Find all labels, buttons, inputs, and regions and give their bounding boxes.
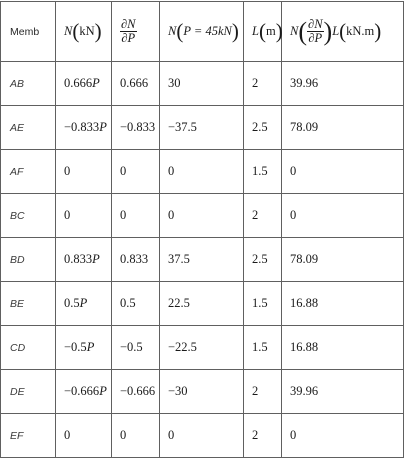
product-cell: 0 xyxy=(282,150,404,194)
length-cell: 1.5 xyxy=(244,326,282,370)
table-row xyxy=(1,150,404,194)
p-symbol: P xyxy=(99,120,107,134)
header-l-symbol: L xyxy=(252,24,259,38)
product-cell: 39.96 xyxy=(282,62,404,106)
dndp-cell: 0.5 xyxy=(112,282,160,326)
memb-cell: BC xyxy=(1,194,56,238)
memb-cell: AF xyxy=(1,150,56,194)
header-memb: Memb xyxy=(1,2,56,62)
memb-cell: AE xyxy=(1,106,56,150)
product-cell: 78.09 xyxy=(282,106,404,150)
table-row xyxy=(1,326,404,370)
n-cell: 0 xyxy=(56,194,112,238)
header-prod-unit: kN.m xyxy=(346,24,375,38)
table-row xyxy=(1,106,404,150)
memb-cell: CD xyxy=(1,326,56,370)
dndp-cell: −0.833 xyxy=(112,106,160,150)
dndp-cell: 0 xyxy=(112,194,160,238)
n-at-p-cell: −22.5 xyxy=(160,326,244,370)
product-cell: 16.88 xyxy=(282,326,404,370)
n-cell: 0 xyxy=(56,150,112,194)
n-cell: 0.5P xyxy=(56,282,112,326)
n-cell: 0 xyxy=(56,414,112,458)
member-force-table xyxy=(0,1,404,458)
n-at-p-cell: 0 xyxy=(160,414,244,458)
product-cell: 0 xyxy=(282,194,404,238)
table-row xyxy=(1,370,404,414)
length-cell: 2 xyxy=(244,414,282,458)
memb-cell: DE xyxy=(1,370,56,414)
table-row xyxy=(1,282,404,326)
n-at-p-cell: 30 xyxy=(160,62,244,106)
n-at-p-cell: 37.5 xyxy=(160,238,244,282)
header-n-unit: kN xyxy=(79,24,95,38)
p-symbol: P xyxy=(99,384,107,398)
header-n: N ( kN ) xyxy=(56,2,112,62)
length-cell: 2.5 xyxy=(244,106,282,150)
product-cell: 39.96 xyxy=(282,370,404,414)
memb-cell: AB xyxy=(1,62,56,106)
header-l-unit: m xyxy=(265,24,276,38)
memb-cell: EF xyxy=(1,414,56,458)
n-at-p-cell: 22.5 xyxy=(160,282,244,326)
n-at-p-cell: 0 xyxy=(160,194,244,238)
p-symbol: P xyxy=(92,252,100,266)
p-symbol: P xyxy=(86,340,95,354)
header-prod-l: L xyxy=(332,24,340,38)
length-cell: 2 xyxy=(244,370,282,414)
header-prod-dp: ∂P xyxy=(308,31,323,45)
header-np-symbol: N xyxy=(168,24,177,38)
n-cell: 0.666P xyxy=(56,62,112,106)
length-cell: 2 xyxy=(244,194,282,238)
product-cell: 0 xyxy=(282,414,404,458)
header-prod-dn: ∂N xyxy=(308,16,323,31)
length-cell: 2 xyxy=(244,62,282,106)
header-dn: ∂N xyxy=(121,16,136,31)
memb-cell: BE xyxy=(1,282,56,326)
n-cell: −0.5P xyxy=(56,326,112,370)
dndp-cell: 0.666 xyxy=(112,62,160,106)
header-l: L ( m ) xyxy=(244,2,282,62)
n-at-p-cell: −37.5 xyxy=(160,106,244,150)
header-np-condition: P = 45kN xyxy=(183,24,232,38)
n-cell: −0.666P xyxy=(56,370,112,414)
header-product: N ( $\frac{\partial N}{\partial P}$ ) L ( kN.m ) xyxy=(282,2,404,62)
dndp-cell: 0.833 xyxy=(112,238,160,282)
p-symbol: P xyxy=(79,296,88,310)
n-at-p-cell: −30 xyxy=(160,370,244,414)
header-n-at-p: N ( P = 45kN ) xyxy=(160,2,244,62)
length-cell: 1.5 xyxy=(244,282,282,326)
n-cell: 0.833P xyxy=(56,238,112,282)
table-row xyxy=(1,238,404,282)
length-cell: 2.5 xyxy=(244,238,282,282)
header-dn-dp xyxy=(112,2,160,62)
header-dp: ∂P xyxy=(121,31,136,45)
product-cell: 16.88 xyxy=(282,282,404,326)
header-prod-symbol: N xyxy=(290,24,299,38)
n-cell: −0.833P xyxy=(56,106,112,150)
n-at-p-cell: 0 xyxy=(160,150,244,194)
dndp-cell: 0 xyxy=(112,150,160,194)
table-row xyxy=(1,194,404,238)
header-n-symbol: N xyxy=(64,24,73,38)
table-row xyxy=(1,62,404,106)
memb-cell: BD xyxy=(1,238,56,282)
dndp-cell: 0 xyxy=(112,414,160,458)
dndp-cell: −0.5 xyxy=(112,326,160,370)
product-cell: 78.09 xyxy=(282,238,404,282)
table-row xyxy=(1,414,404,458)
dndp-cell: −0.666 xyxy=(112,370,160,414)
p-symbol: P xyxy=(92,76,100,90)
header-row xyxy=(1,2,404,62)
length-cell: 1.5 xyxy=(244,150,282,194)
